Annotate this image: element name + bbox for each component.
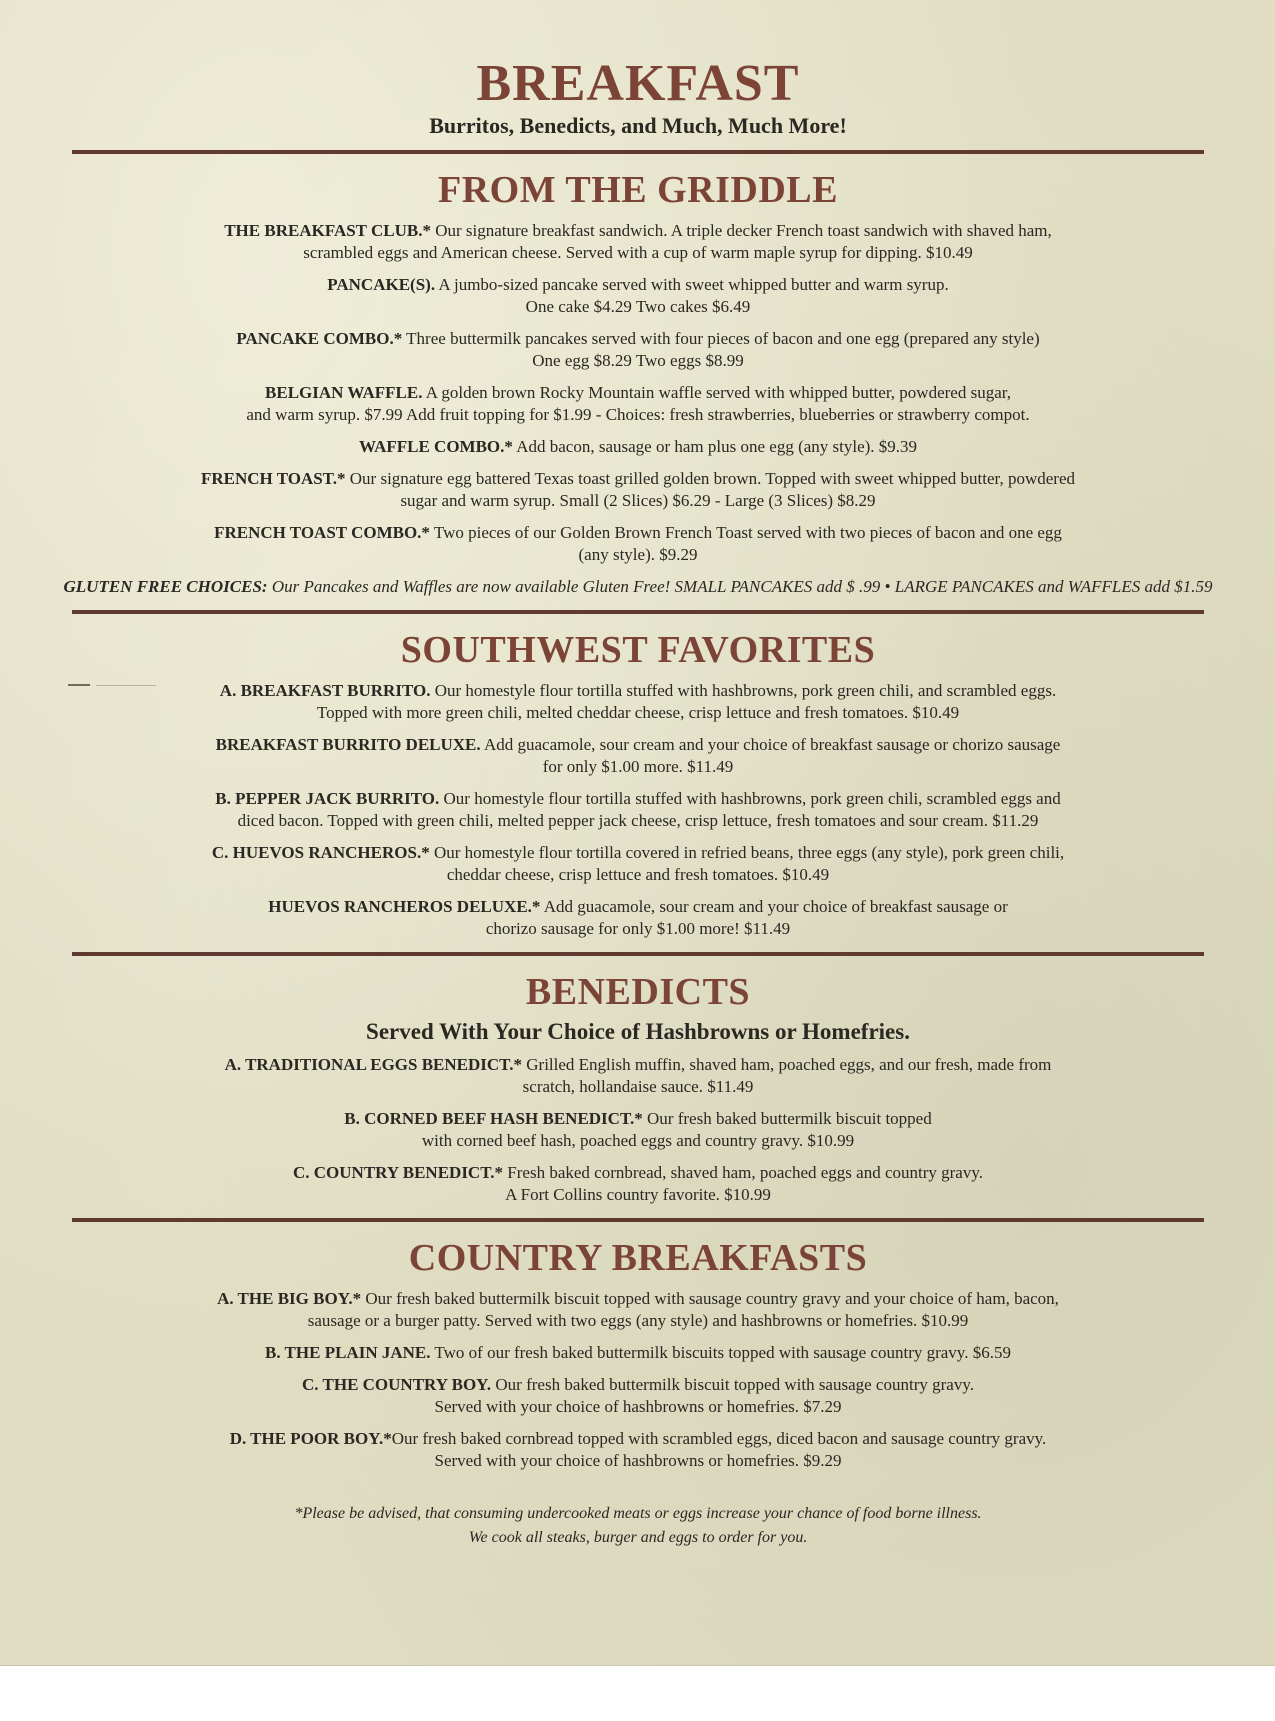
item-name: WAFFLE COMBO.*	[358, 437, 513, 456]
item-description: Our fresh baked cornbread topped with scrambled eggs, diced bacon and sausage country gravy.	[391, 1429, 1047, 1448]
gluten-free-label: GLUTEN FREE CHOICES:	[63, 577, 268, 596]
item-name: A. BREAKFAST BURRITO.	[219, 681, 431, 700]
menu-content	[58, 56, 1218, 1550]
menu-item-burrito-deluxe	[58, 734, 1218, 778]
item-name: A. TRADITIONAL EGGS BENEDICT.*	[224, 1055, 523, 1074]
item-description: Our homestyle flour tortilla stuffed with hashbrowns, pork green chili, and scrambled eggs.	[430, 681, 1057, 700]
item-price: One cake $4.29 Two cakes $6.49	[525, 297, 751, 316]
section-subtitle: Served With Your Choice of Hashbrowns or Homefries.	[366, 1019, 910, 1044]
item-description-2: Served with your choice of hashbrowns or homefries. $9.29	[434, 1451, 842, 1470]
menu-item-breakfast-burrito	[58, 680, 1218, 724]
item-description: A jumbo-sized pancake served with sweet whipped butter and warm syrup.	[435, 275, 949, 294]
menu-item-huevos-rancheros	[58, 842, 1218, 886]
item-description: Our fresh baked buttermilk biscuit topped with sausage country gravy and your choice of ham, bacon,	[361, 1289, 1059, 1308]
menu-item-plain-jane	[58, 1342, 1218, 1364]
item-description-2: scratch, hollandaise sauce. $11.49	[522, 1077, 754, 1096]
page-title: BREAKFAST	[476, 55, 800, 112]
item-description-2: for only $1.00 more. $11.49	[542, 757, 734, 776]
item-name: HUEVOS RANCHEROS DELUXE.*	[268, 897, 541, 916]
item-name: BELGIAN WAFFLE.	[265, 383, 423, 402]
item-name: D. THE POOR BOY.*	[229, 1429, 392, 1448]
item-description-2: and warm syrup. $7.99 Add fruit topping for $1.99 - Choices: fresh strawberries, blueberries or strawberry compot.	[246, 405, 1030, 424]
menu-item-french-toast-combo	[58, 522, 1218, 566]
divider	[72, 952, 1204, 956]
item-name: PANCAKE COMBO.*	[236, 329, 403, 348]
item-name: BREAKFAST BURRITO DELUXE.	[215, 735, 481, 754]
item-description: Add bacon, sausage or ham plus one egg (any style). $9.39	[512, 437, 918, 456]
item-description-2: Served with your choice of hashbrowns or homefries. $7.29	[434, 1397, 842, 1416]
menu-item-pancakes	[58, 274, 1218, 318]
section-title: COUNTRY BREAKFASTS	[408, 1237, 868, 1279]
item-description: Two pieces of our Golden Brown French Toast served with two pieces of bacon and one egg	[429, 523, 1062, 542]
item-name: C. COUNTRY BENEDICT.*	[293, 1163, 504, 1182]
divider	[72, 610, 1204, 614]
item-description-2: sausage or a burger patty. Served with two eggs (any style) and hashbrowns or homefries. $10.99	[307, 1311, 969, 1330]
section-griddle	[58, 168, 1218, 598]
item-name: FRENCH TOAST.*	[200, 469, 346, 488]
item-description-2: diced bacon. Topped with green chili, melted pepper jack cheese, crisp lettuce, fresh tomatoes and sour cream. $11.29	[237, 811, 1039, 830]
item-description-2: chorizo sausage for only $1.00 more! $11.49	[485, 919, 791, 938]
disclaimer-line-1: *Please be advised, that consuming undercooked meats or eggs increase your chance of food borne illness.	[294, 1505, 982, 1522]
item-price: One egg $8.29 Two eggs $8.99	[532, 351, 744, 370]
item-description: Our signature egg battered Texas toast grilled golden brown. Topped with sweet whipped butter, powdered	[345, 469, 1076, 488]
section-title: BENEDICTS	[525, 971, 751, 1013]
item-description: Grilled English muffin, shaved ham, poached eggs, and our fresh, made from	[522, 1055, 1052, 1074]
page-subtitle: Burritos, Benedicts, and Much, Much More!	[429, 113, 847, 138]
item-description-2: with corned beef hash, poached eggs and country gravy. $10.99	[421, 1131, 855, 1150]
item-description-2: (any style). $9.29	[578, 545, 698, 564]
food-safety-disclaimer	[58, 1502, 1218, 1550]
section-benedicts	[58, 970, 1218, 1206]
section-southwest	[58, 628, 1218, 940]
item-description: Our fresh baked buttermilk biscuit topped with sausage country gravy.	[491, 1375, 974, 1394]
item-name: THE BREAKFAST CLUB.*	[224, 221, 431, 240]
item-description: Two of our fresh baked buttermilk biscuits topped with sausage country gravy. $6.59	[430, 1343, 1011, 1362]
disclaimer-line-2: We cook all steaks, burger and eggs to order for you.	[468, 1529, 808, 1546]
menu-item-traditional-benedict	[58, 1054, 1218, 1098]
section-title: SOUTHWEST FAVORITES	[400, 629, 876, 671]
item-description: A golden brown Rocky Mountain waffle served with whipped butter, powdered sugar,	[422, 383, 1011, 402]
item-description: Our signature breakfast sandwich. A triple decker French toast sandwich with shaved ham,	[430, 221, 1052, 240]
divider	[72, 150, 1204, 154]
item-description: Our homestyle flour tortilla stuffed with hashbrowns, pork green chili, scrambled eggs and	[439, 789, 1061, 808]
item-description-2: cheddar cheese, crisp lettuce and fresh tomatoes. $10.49	[446, 865, 830, 884]
section-country	[58, 1236, 1218, 1472]
item-name: B. PEPPER JACK BURRITO.	[215, 789, 440, 808]
menu-item-french-toast	[58, 468, 1218, 512]
menu-item-corned-beef-benedict	[58, 1108, 1218, 1152]
menu-item-waffle-combo	[58, 436, 1218, 458]
item-name: FRENCH TOAST COMBO.*	[214, 523, 430, 542]
item-description-2: A Fort Collins country favorite. $10.99	[505, 1185, 771, 1204]
menu-item-belgian-waffle	[58, 382, 1218, 426]
item-name: C. HUEVOS RANCHEROS.*	[211, 843, 430, 862]
item-description-2: Topped with more green chili, melted cheddar cheese, crisp lettuce and fresh tomatoes. $10.49	[316, 703, 960, 722]
menu-item-breakfast-club	[58, 220, 1218, 264]
menu-item-pepper-jack-burrito	[58, 788, 1218, 832]
gluten-free-note	[58, 576, 1218, 598]
item-name: PANCAKE(S).	[327, 275, 436, 294]
gluten-free-text: Our Pancakes and Waffles are now available Gluten Free!	[267, 577, 671, 596]
item-description: Our homestyle flour tortilla covered in refried beans, three eggs (any style), pork green chili,	[429, 843, 1065, 862]
item-description: Add guacamole, sour cream and your choice of breakfast sausage or chorizo sausage	[480, 735, 1061, 754]
item-description: Three buttermilk pancakes served with four pieces of bacon and one egg (prepared any style)	[402, 329, 1040, 348]
item-description: Our fresh baked buttermilk biscuit topped	[642, 1109, 932, 1128]
item-description: Add guacamole, sour cream and your choice of breakfast sausage or	[540, 897, 1008, 916]
divider	[72, 1218, 1204, 1222]
item-name: A. THE BIG BOY.*	[217, 1289, 362, 1308]
item-name: B. THE PLAIN JANE.	[265, 1343, 431, 1362]
gluten-free-prices: SMALL PANCAKES add $ .99 • LARGE PANCAKES and WAFFLES add $1.59	[674, 577, 1213, 596]
section-title: FROM THE GRIDDLE	[437, 169, 838, 211]
menu-item-big-boy	[58, 1288, 1218, 1332]
item-description: Fresh baked cornbread, shaved ham, poached eggs and country gravy.	[503, 1163, 983, 1182]
menu-item-poor-boy	[58, 1428, 1218, 1472]
menu-item-huevos-deluxe	[58, 896, 1218, 940]
menu-item-country-boy	[58, 1374, 1218, 1418]
item-name: B. CORNED BEEF HASH BENEDICT.*	[344, 1109, 643, 1128]
item-description-2: sugar and warm syrup. Small (2 Slices) $6.29 - Large (3 Slices) $8.29	[400, 491, 876, 510]
item-description-2: scrambled eggs and American cheese. Served with a cup of warm maple syrup for dipping. $10.49	[303, 243, 973, 262]
menu-item-pancake-combo	[58, 328, 1218, 372]
item-name: C. THE COUNTRY BOY.	[302, 1375, 492, 1394]
menu-item-country-benedict	[58, 1162, 1218, 1206]
